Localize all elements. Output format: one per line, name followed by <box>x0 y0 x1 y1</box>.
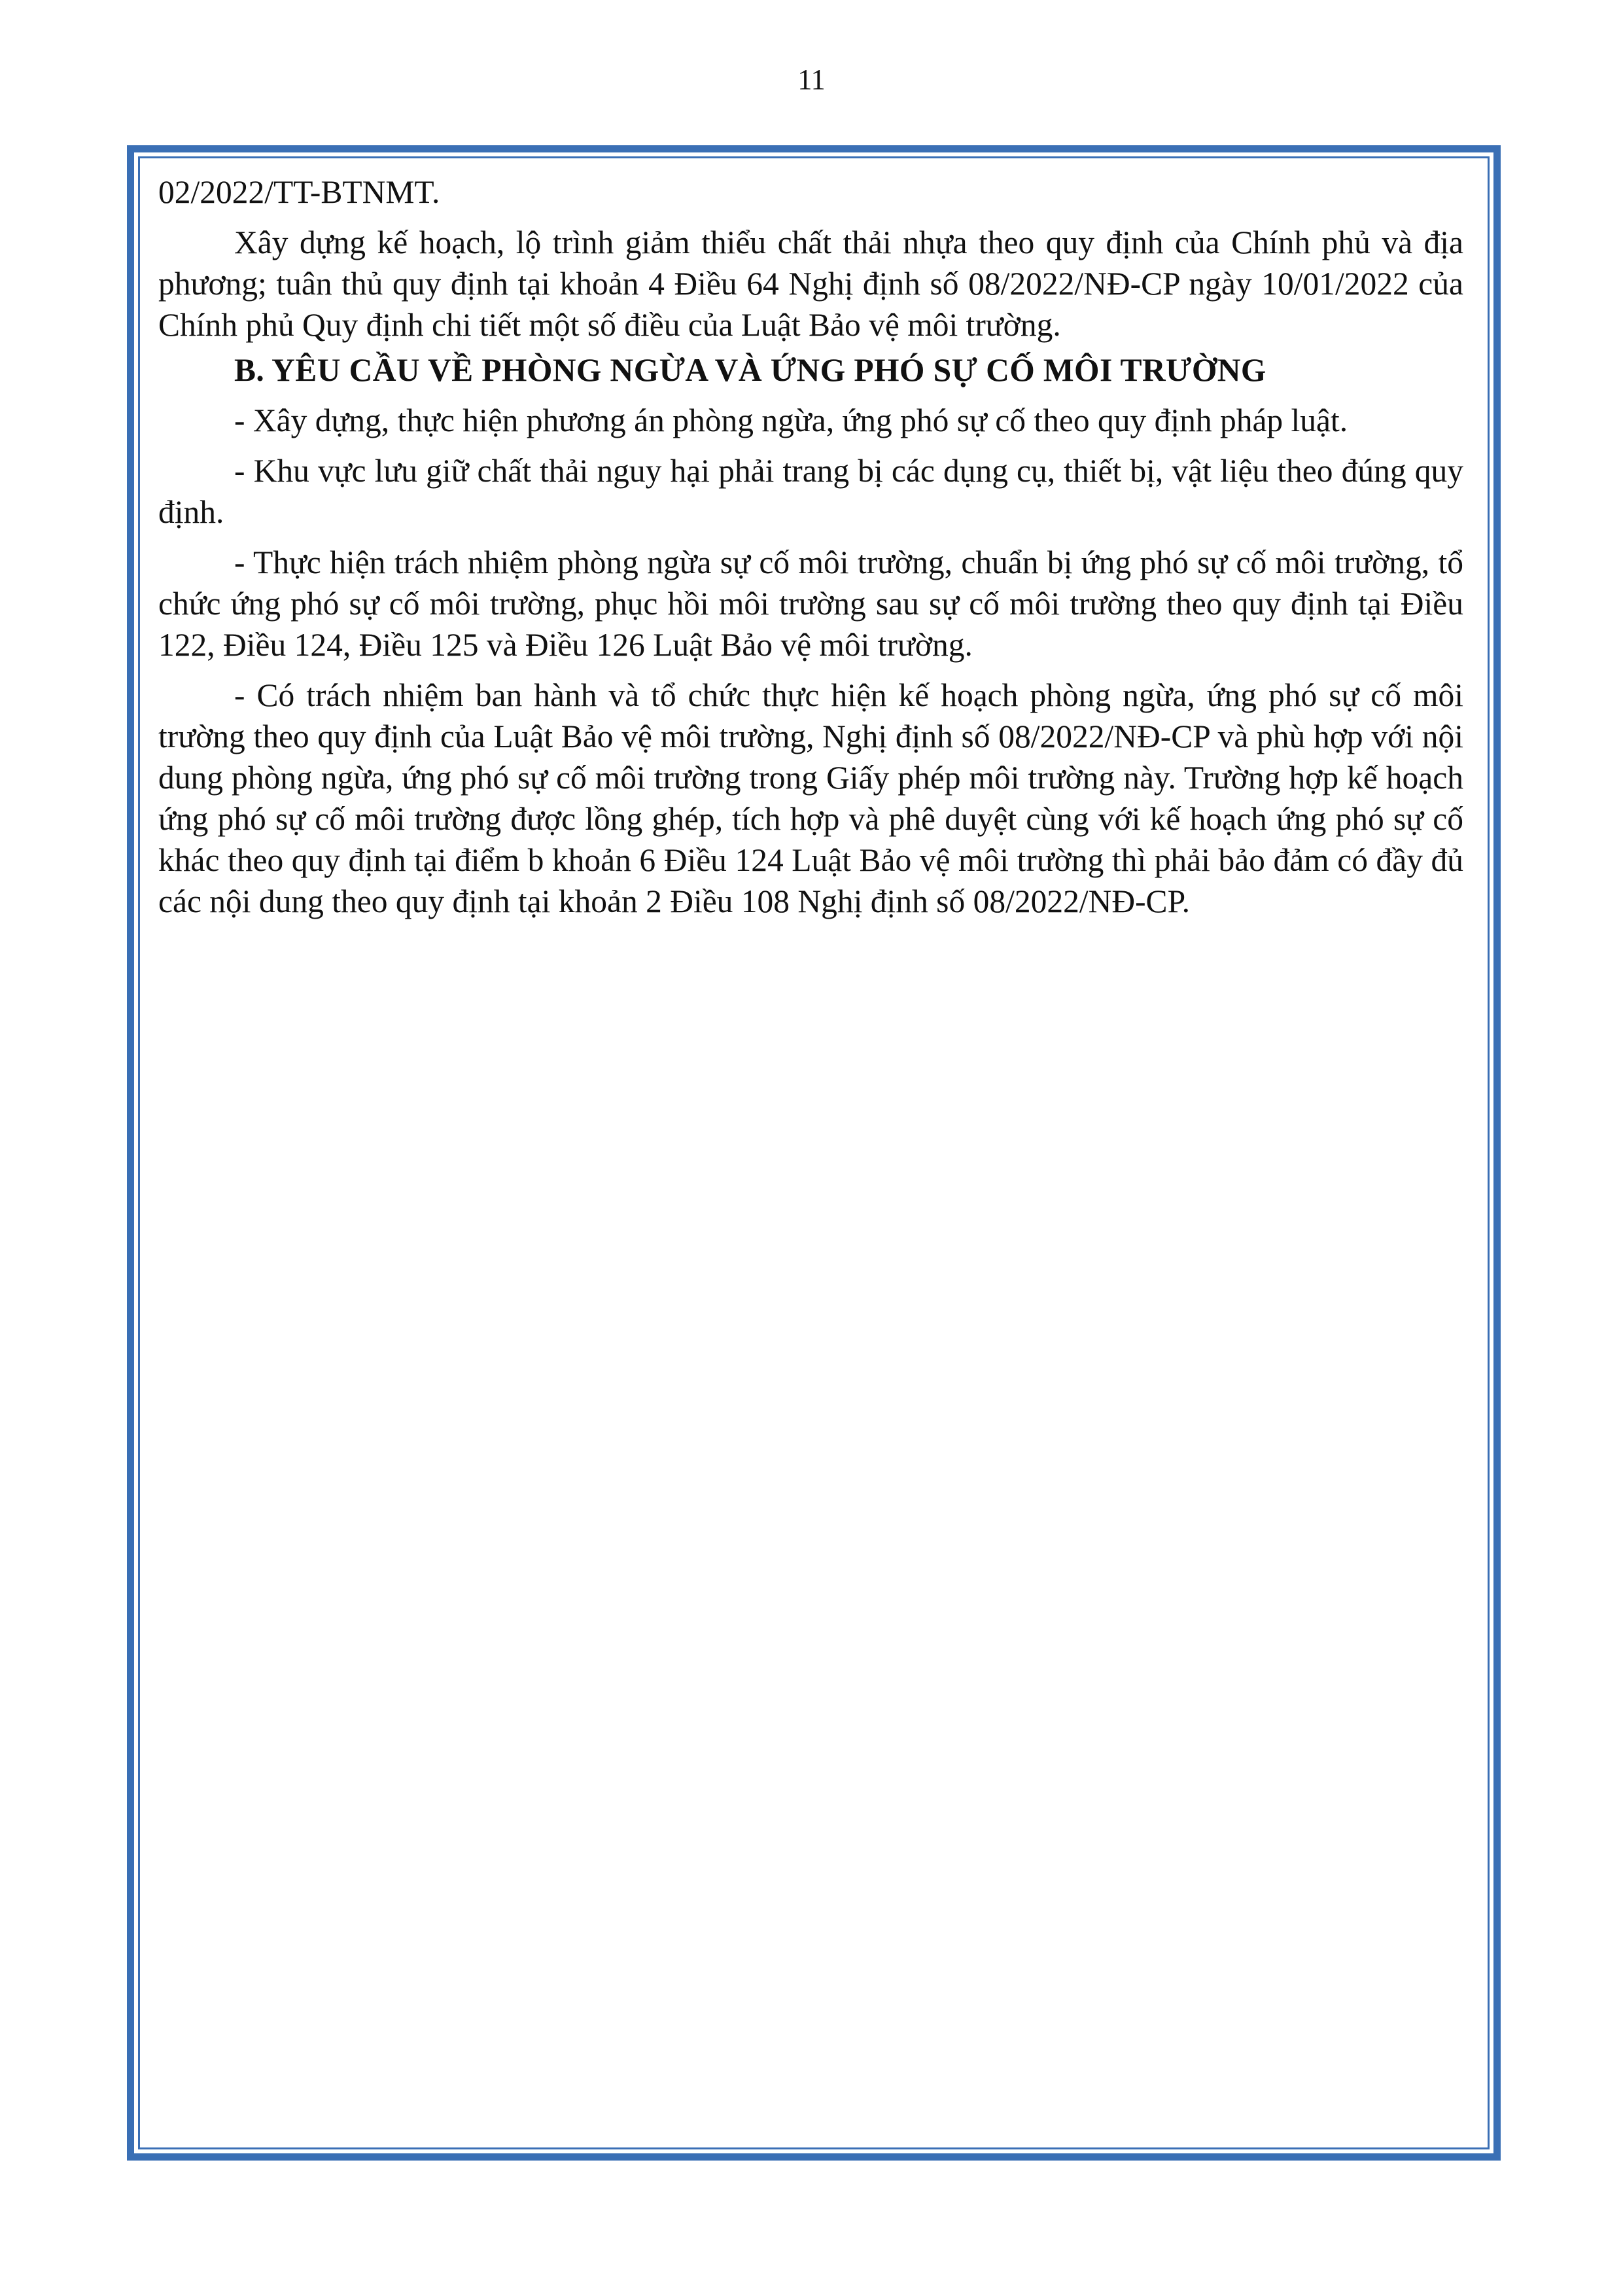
item-hazardous-storage: - Khu vực lưu giữ chất thải nguy hại phải trang bị các dụng cụ, thiết bị, vật liệu theo đúng quy định. <box>158 453 1463 530</box>
plastic-waste-paragraph: Xây dựng kế hoạch, lộ trình giảm thiểu chất thải nhựa theo quy định của Chính phủ và địa phương; tuân thủ quy định tại khoản 4 Điều 64 Nghị định số 08/2022/NĐ-CP ngày 10/01/2022 của Chính phủ Quy định chi tiết một số điều của Luật Bảo vệ môi trường. <box>158 224 1463 343</box>
item-prevention-plan: - Xây dựng, thực hiện phương án phòng ngừa, ứng phó sự cố theo quy định pháp luật. <box>234 402 1348 438</box>
continuation-line: 02/2022/TT-BTNMT. <box>158 174 440 210</box>
page-number: 11 <box>797 63 826 96</box>
document-body <box>158 171 1463 922</box>
item-response-plan: - Có trách nhiệm ban hành và tổ chức thực hiện kế hoạch phòng ngừa, ứng phó sự cố môi trường theo quy định của Luật Bảo vệ môi trường, Nghị định số 08/2022/NĐ-CP và phù hợp với nội dung phòng ngừa, ứng phó sự cố môi trường trong Giấy phép môi trường này. Trường hợp kế hoạch ứng phó sự cố môi trường được lồng ghép, tích hợp và phê duyệt cùng với kế hoạch ứng phó sự cố khác theo quy định tại điểm b khoản 6 Điều 124 Luật Bảo vệ môi trường thì phải bảo đảm có đầy đủ các nội dung theo quy định tại khoản 2 Điều 108 Nghị định số 08/2022/NĐ-CP. <box>158 677 1463 919</box>
section-b-heading: B. YÊU CẦU VỀ PHÒNG NGỪA VÀ ỨNG PHÓ SỰ CỐ MÔI TRƯỜNG <box>234 352 1266 388</box>
item-incident-responsibility: - Thực hiện trách nhiệm phòng ngừa sự cố môi trường, chuẩn bị ứng phó sự cố môi trường, tổ chức ứng phó sự cố môi trường, phục hồi môi trường sau sự cố môi trường theo quy định tại Điều 122, Điều 124, Điều 125 và Điều 126 Luật Bảo vệ môi trường. <box>158 544 1463 663</box>
